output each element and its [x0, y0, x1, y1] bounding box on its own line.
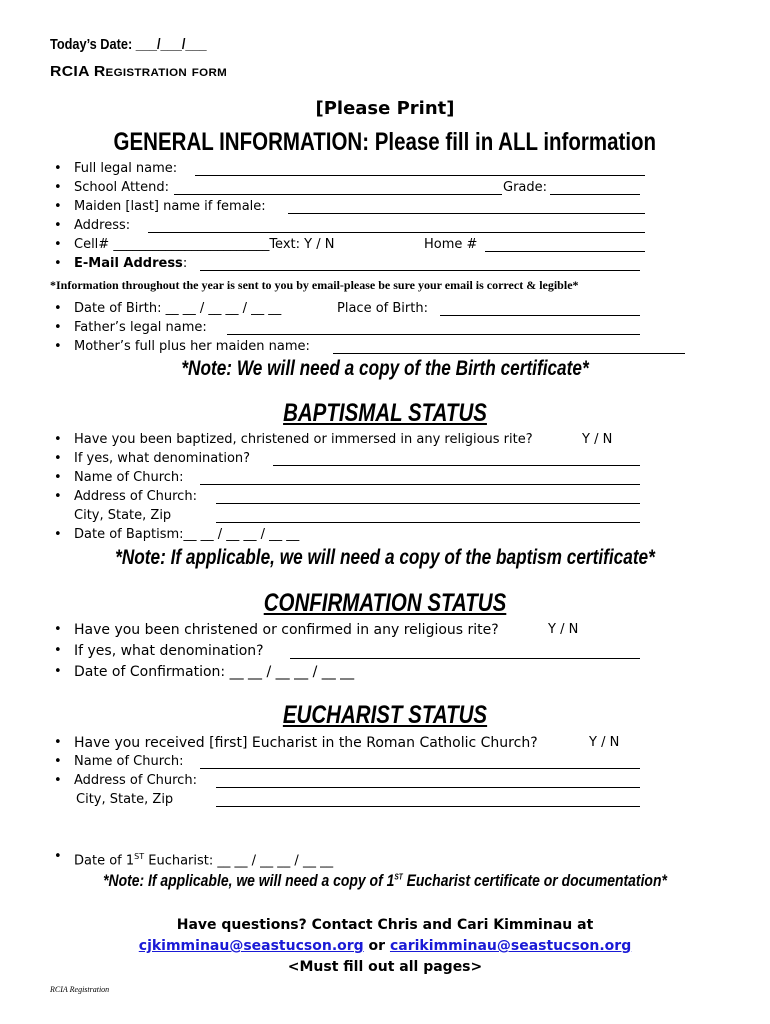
confirmed-yes-no[interactable]: Y / N	[548, 622, 579, 637]
eucharist-date-sup: ST	[134, 852, 145, 861]
bullet: •	[54, 664, 62, 679]
baptism-church-field[interactable]	[200, 484, 640, 485]
eucharist-church-label: Name of Church:	[74, 754, 184, 769]
eucharist-church-address-label: Address of Church:	[74, 773, 197, 788]
baptism-date-label: Date of Baptism:__ __ / __ __ / __ __	[74, 527, 300, 542]
eucharist-date-prefix: Date of 1	[74, 853, 135, 869]
baptism-denomination-label: If yes, what denomination?	[74, 451, 251, 466]
eucharist-status-heading: EUCHARIST STATUS	[282, 701, 488, 729]
mother-name-field[interactable]	[333, 353, 685, 354]
dob-label: Date of Birth: __ __ / __ __ / __ __	[74, 301, 282, 316]
baptism-church-label: Name of Church:	[74, 470, 184, 485]
contact-line: Have questions? Contact Chris and Cari Kimminau at	[176, 917, 594, 933]
bullet: •	[54, 432, 62, 447]
baptism-certificate-note: *Note: If applicable, we will need a copy of the baptism certificate*	[115, 546, 655, 569]
full-name-label: Full legal name:	[74, 161, 178, 176]
place-of-birth-field[interactable]	[440, 315, 640, 316]
eucharist-date-label	[74, 849, 333, 869]
todays-date-label: Today’s Date: ___/___/___	[50, 36, 207, 53]
bullet: •	[54, 451, 62, 466]
eucharist-yes-no[interactable]: Y / N	[589, 735, 620, 750]
eucharist-note-sup: ST	[394, 872, 403, 882]
eucharist-city-field[interactable]	[216, 806, 640, 807]
eucharist-note-prefix: *Note: If applicable, we will need a copy of 1	[103, 871, 395, 890]
mother-name-label: Mother’s full plus her maiden name:	[74, 339, 310, 354]
bullet: •	[54, 161, 62, 176]
home-phone-label: Home #	[424, 237, 478, 252]
baptism-denomination-field[interactable]	[273, 465, 640, 466]
confirmation-denomination-field[interactable]	[290, 658, 640, 659]
general-title-wrap	[0, 128, 770, 157]
maiden-name-field[interactable]	[288, 213, 645, 214]
email-field[interactable]	[200, 270, 640, 271]
eucharist-church-address-field[interactable]	[216, 787, 640, 788]
grade-label: Grade:	[503, 180, 548, 195]
baptism-city-field[interactable]	[216, 522, 640, 523]
bullet: •	[54, 773, 62, 788]
address-field[interactable]	[148, 232, 645, 233]
email-link-cari[interactable]: carikimminau@seastucson.org	[389, 938, 632, 954]
home-phone-field[interactable]	[485, 251, 645, 252]
bullet: •	[54, 339, 62, 354]
email-link-chris[interactable]: cjkimminau@seastucson.org	[138, 938, 364, 954]
father-name-field[interactable]	[227, 334, 640, 335]
school-label: School Attend:	[74, 180, 170, 195]
email-note: *Information throughout the year is sent to you by email-please be sure your email is correct & legible*	[50, 278, 579, 292]
bullet: •	[54, 180, 62, 195]
eucharist-certificate-note	[69, 871, 700, 891]
bullet: •	[54, 199, 62, 214]
baptism-church-address-field[interactable]	[216, 503, 640, 504]
bullet: •	[54, 256, 62, 271]
eucharist-question: Have you received [first] Eucharist in the Roman Catholic Church?	[74, 735, 538, 751]
eucharist-city-label: City, State, Zip	[76, 792, 174, 807]
please-print: [Please Print]	[315, 98, 455, 119]
email-colon: :	[182, 256, 188, 271]
father-name-label: Father’s legal name:	[74, 320, 207, 335]
grade-field[interactable]	[550, 194, 640, 195]
bullet: •	[54, 735, 62, 750]
confirmation-date-label: Date of Confirmation: __ __ / __ __ / __ __	[74, 664, 355, 680]
form-title: RCIA Registration form	[50, 63, 228, 80]
contact-or: or	[363, 938, 390, 954]
cell-label: Cell# ________________________Text: Y / N	[74, 237, 335, 252]
bullet: •	[54, 622, 62, 637]
bullet: •	[54, 320, 62, 335]
general-title: GENERAL INFORMATION: Please fill in ALL information	[113, 128, 657, 156]
bullet: •	[54, 643, 62, 658]
baptized-question: Have you been baptized, christened or immersed in any religious rite?	[74, 432, 533, 447]
bullet: •	[54, 218, 62, 233]
page-footer-label: RCIA Registration	[50, 985, 110, 994]
birth-certificate-note: *Note: We will need a copy of the Birth certificate*	[181, 357, 589, 380]
email-label-wrap	[74, 256, 187, 272]
baptismal-status-heading: BAPTISMAL STATUS	[283, 399, 487, 427]
school-field[interactable]	[174, 194, 502, 195]
bullet: •	[54, 489, 62, 504]
eucharist-note-suffix: Eucharist certificate or documentation*	[402, 871, 667, 890]
bullet: •	[54, 527, 62, 542]
confirmation-status-heading: CONFIRMATION STATUS	[263, 589, 507, 617]
place-of-birth-label: Place of Birth:	[337, 301, 428, 316]
bullet: •	[54, 470, 62, 485]
bullet: •	[54, 849, 62, 864]
email-label: E-Mail Address	[74, 256, 183, 271]
bullet: •	[54, 237, 62, 252]
baptism-city-label: City, State, Zip	[74, 508, 172, 523]
baptized-yes-no[interactable]: Y / N	[582, 432, 613, 447]
eucharist-date-suffix: Eucharist: __ __ / __ __ / __ __	[144, 853, 334, 869]
confirmed-question: Have you been christened or confirmed in any religious rite?	[74, 622, 499, 638]
bullet: •	[54, 754, 62, 769]
maiden-name-label: Maiden [last] name if female:	[74, 199, 266, 214]
eucharist-church-field[interactable]	[200, 768, 640, 769]
confirmation-denomination-label: If yes, what denomination?	[74, 643, 264, 659]
baptism-church-address-label: Address of Church:	[74, 489, 197, 504]
full-name-field[interactable]	[195, 175, 645, 176]
contact-emails	[0, 938, 770, 954]
must-fill-note: <Must fill out all pages>	[287, 959, 483, 975]
bullet: •	[54, 301, 62, 316]
address-label: Address:	[74, 218, 131, 233]
